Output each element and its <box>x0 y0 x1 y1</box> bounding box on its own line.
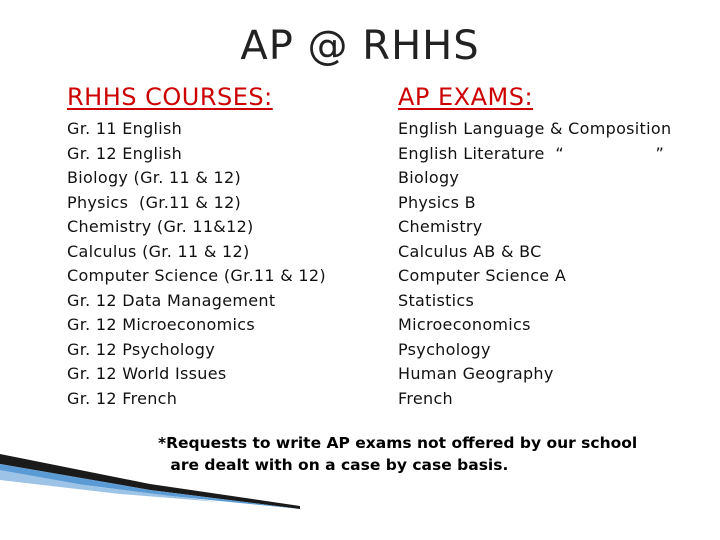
course-item: Biology (Gr. 11 & 12) <box>67 168 241 187</box>
exam-item: French <box>398 388 453 408</box>
exams-list <box>398 117 671 411</box>
exam-item: Physics B <box>398 192 476 212</box>
exam-item: English Language & Composition <box>398 119 672 138</box>
course-item: Gr. 12 English <box>67 143 183 163</box>
exam-item: Biology <box>398 168 460 187</box>
exam-request-note <box>158 432 637 476</box>
courses-header: RHHS COURSES: <box>67 83 273 111</box>
course-item: Gr. 12 Data Management <box>67 290 276 310</box>
course-item: Gr. 11 English <box>67 119 183 138</box>
course-item: Gr. 12 Microeconomics <box>67 315 256 334</box>
exam-item: English Literature “ ” <box>398 143 665 163</box>
course-item: Gr. 12 French <box>67 388 178 408</box>
note-line-1: *Requests to write AP exams not offered by our school <box>158 434 638 452</box>
course-item: Gr. 12 Psychology <box>67 339 215 359</box>
exams-header: AP EXAMS: <box>398 83 534 111</box>
course-item: Calculus (Gr. 11 & 12) <box>67 241 250 261</box>
exam-item: Psychology <box>398 339 491 359</box>
exam-item: Computer Science A <box>398 266 567 285</box>
course-item: Gr. 12 World Issues <box>67 364 227 383</box>
exam-item: Chemistry <box>398 217 483 236</box>
slide-title: AP @ RHHS <box>240 23 480 69</box>
exam-item: Statistics <box>398 290 475 310</box>
course-item: Computer Science (Gr.11 & 12) <box>67 266 326 285</box>
exam-item: Calculus AB & BC <box>398 241 542 261</box>
course-item: Chemistry (Gr. 11&12) <box>67 217 254 236</box>
note-line-2: are dealt with on a case by case basis. <box>170 456 509 474</box>
course-item: Physics (Gr.11 & 12) <box>67 192 242 212</box>
exam-item: Microeconomics <box>398 315 531 334</box>
exam-item: Human Geography <box>398 364 554 383</box>
courses-list <box>67 117 326 411</box>
